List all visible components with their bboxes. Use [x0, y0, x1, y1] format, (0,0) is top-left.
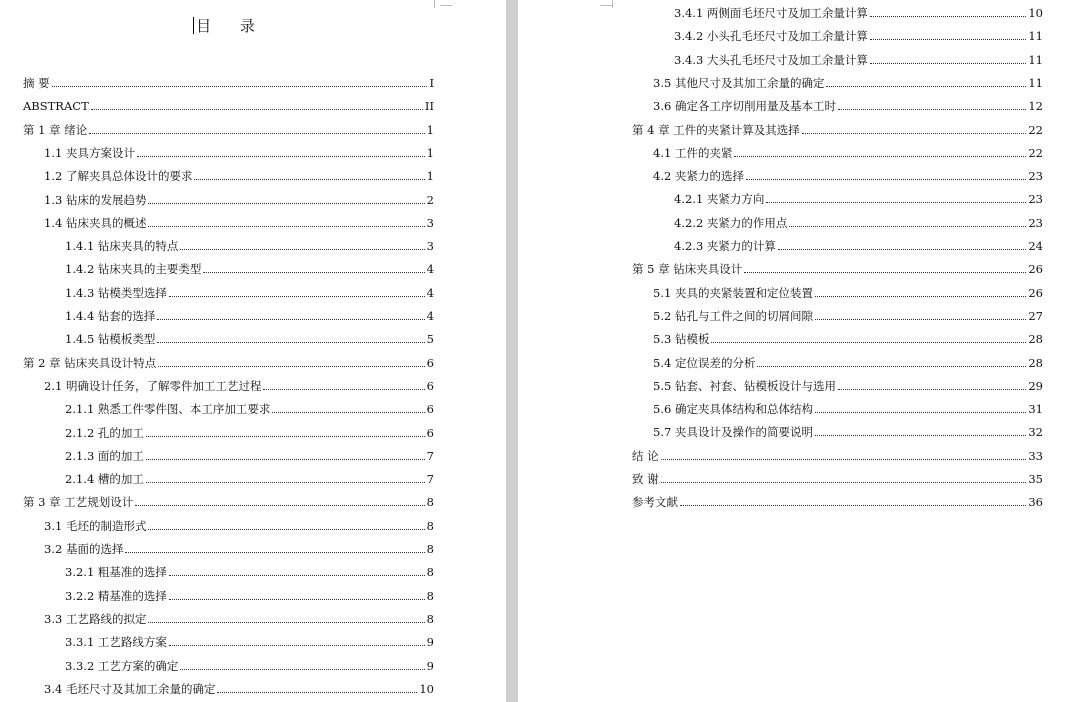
toc-dot-leader [91, 109, 423, 110]
toc-entry-label: 4.2.3 夹紧力的计算 [674, 239, 776, 253]
toc-dot-leader [169, 645, 425, 646]
toc-entry-page-number: 32 [1028, 425, 1043, 440]
toc-entry[interactable] [44, 519, 434, 533]
toc-entry-label: 3.2.2 精基准的选择 [65, 588, 167, 603]
toc-entry-label: 3.1 毛坯的制造形式 [44, 518, 147, 533]
toc-dot-leader [815, 412, 1026, 413]
toc-entry[interactable] [65, 659, 434, 673]
toc-entry-page-number: 6 [426, 425, 434, 440]
toc-dot-leader [711, 342, 1026, 343]
toc-entry-page-number: 8 [426, 542, 434, 556]
toc-entry-label: 3.4 毛坯尺寸及其加工余量的确定 [44, 681, 216, 696]
toc-entry-page-number: 3 [426, 215, 434, 230]
toc-entry-page-number: 31 [1028, 402, 1043, 417]
toc-entry[interactable] [653, 425, 1043, 439]
toc-entry-page-number: 23 [1028, 215, 1043, 230]
toc-dot-leader [125, 552, 424, 553]
toc-entry[interactable] [653, 332, 1043, 346]
toc-entry[interactable] [65, 309, 434, 323]
toc-entry-page-number: 8 [426, 611, 434, 626]
toc-entry-page-number: II [424, 99, 434, 114]
toc-entry-label: 5.4 定位误差的分析 [653, 355, 756, 370]
toc-entry-label: 第 4 章 工件的夹紧计算及其选择 [632, 122, 800, 137]
toc-entry[interactable] [23, 123, 434, 137]
toc-entry-page-number: I [429, 76, 434, 90]
toc-entry-page-number: 27 [1028, 308, 1043, 323]
toc-entry-page-number: 1 [426, 169, 434, 184]
toc-entry[interactable] [653, 379, 1043, 393]
toc-entry-page-number: 1 [426, 122, 434, 137]
toc-entry-page-number: 4 [426, 285, 434, 300]
toc-dot-leader [815, 435, 1026, 436]
toc-dot-leader [263, 389, 424, 390]
toc-entry-page-number: 23 [1028, 169, 1043, 184]
toc-entry-label: 2.1 明确设计任务，了解零件加工工艺过程 [44, 378, 262, 393]
toc-entry-label: 3.3.1 工艺路线方案 [65, 635, 167, 650]
toc-dot-leader [146, 482, 425, 483]
toc-entry-page-number: 8 [426, 565, 434, 580]
toc-entry-label: 5.7 夹具设计及操作的简要说明 [653, 425, 813, 440]
toc-entry[interactable] [65, 472, 434, 486]
toc-entry[interactable] [44, 612, 434, 626]
toc-entry-label: 5.2 钻孔与工件之间的切屑间隙 [653, 308, 813, 323]
toc-entry[interactable] [44, 682, 434, 696]
toc-entry[interactable] [44, 216, 434, 230]
toc-entry[interactable] [632, 449, 1043, 463]
toc-entry-page-number: 6 [426, 355, 434, 370]
toc-entry[interactable] [65, 589, 434, 603]
toc-entry-label: 2.1.3 面的加工 [65, 448, 144, 463]
toc-dot-leader [746, 179, 1026, 180]
toc-entry-label: 4.2.2 夹紧力的作用点 [674, 215, 788, 230]
toc-entry[interactable] [65, 239, 434, 253]
toc-entry[interactable] [23, 495, 434, 509]
toc-entry[interactable] [44, 379, 434, 393]
toc-entry-label: 1.4 钻床夹具的概述 [44, 215, 147, 230]
toc-dot-leader [148, 529, 424, 530]
toc-entry[interactable] [44, 146, 434, 160]
toc-entry[interactable] [65, 286, 434, 300]
toc-entry[interactable] [65, 332, 434, 346]
page-gutter [506, 0, 518, 702]
toc-entry[interactable] [632, 123, 1043, 137]
toc-entry[interactable] [674, 239, 1043, 253]
toc-entry[interactable] [65, 449, 434, 463]
toc-entry-page-number: 28 [1028, 355, 1043, 370]
toc-entry-label: 5.1 夹具的夹紧装置和定位装置 [653, 285, 813, 300]
toc-entry-label: 3.4.2 小头孔毛坯尺寸及加工余量计算 [674, 29, 868, 44]
toc-entry[interactable] [23, 76, 434, 90]
toc-entry-label: 3.2 基面的选择 [44, 542, 124, 556]
toc-dot-leader [135, 505, 424, 506]
page-left [0, 0, 506, 702]
toc-dot-leader [169, 599, 425, 600]
toc-entry[interactable] [653, 356, 1043, 370]
toc-entry-page-number: 6 [426, 402, 434, 417]
toc-entry-page-number: 22 [1028, 145, 1043, 160]
toc-entry[interactable] [653, 169, 1043, 183]
toc-entry-page-number: 9 [426, 658, 434, 673]
text-cursor [193, 17, 194, 34]
toc-entry-label: 3.6 确定各工序切削用量及基本工时 [653, 99, 836, 114]
toc-entry-page-number: 10 [1028, 6, 1043, 20]
toc-entry[interactable] [653, 76, 1043, 90]
toc-entry[interactable] [653, 309, 1043, 323]
toc-entry-page-number: 8 [426, 495, 434, 510]
toc-entry-page-number: 4 [426, 309, 434, 323]
toc-entry-page-number: 26 [1028, 262, 1043, 277]
toc-dot-leader [826, 86, 1026, 87]
toc-entry-label: 2.1.4 槽的加工 [65, 472, 144, 487]
toc-entry-page-number: 28 [1028, 332, 1043, 347]
toc-dot-leader [734, 156, 1026, 157]
toc-entry-label: 第 3 章 工艺规划设计 [23, 495, 134, 510]
toc-entry[interactable] [632, 472, 1043, 486]
toc-entry-label: 4.1 工件的夹紧 [653, 145, 733, 160]
toc-dot-leader [203, 272, 424, 273]
toc-entry-page-number: 10 [419, 681, 434, 696]
toc-entry-page-number: 26 [1028, 285, 1043, 300]
toc-dot-leader [169, 575, 425, 576]
toc-entry-page-number: 23 [1028, 192, 1043, 207]
toc-entry[interactable] [23, 99, 434, 113]
toc-dot-leader [680, 505, 1026, 506]
toc-entry-label: 参考文献 [632, 495, 678, 510]
toc-entry-label: 3.5 其他尺寸及其加工余量的确定 [653, 75, 825, 90]
toc-entry-label: 第 2 章 钻床夹具设计特点 [23, 355, 157, 370]
toc-entry[interactable] [674, 192, 1043, 206]
toc-entry-page-number: 5 [426, 332, 434, 347]
toc-entry[interactable] [632, 262, 1043, 276]
toc-entry[interactable] [674, 29, 1043, 43]
toc-entry[interactable] [632, 495, 1043, 509]
toc-entry-page-number: 12 [1028, 99, 1043, 114]
toc-entry-label: 2.1.2 孔的加工 [65, 425, 144, 440]
toc-entry-label: 3.4.3 大头孔毛坯尺寸及加工余量计算 [674, 52, 868, 67]
toc-dot-leader [661, 459, 1027, 460]
toc-entry-label: 2.1.1 熟悉工件零件图、本工序加工要求 [65, 402, 271, 417]
toc-dot-leader [815, 296, 1026, 297]
toc-entry-page-number: 4 [426, 262, 434, 277]
toc-entry-label: 3.2.1 粗基准的选择 [65, 565, 167, 580]
toc-dot-leader [148, 622, 424, 623]
toc-entry[interactable] [653, 146, 1043, 160]
toc-entry-page-number: 7 [426, 448, 434, 463]
page-corner-mark [600, 0, 612, 6]
toc-dot-leader [146, 459, 425, 460]
toc-entry-label: 1.4.5 钻模板类型 [65, 332, 156, 347]
toc-dot-leader [52, 86, 428, 87]
toc-dot-leader [180, 249, 424, 250]
toc-entry-page-number: 8 [426, 518, 434, 533]
toc-entry-page-number: 35 [1028, 472, 1043, 486]
toc-entry-page-number: 1 [426, 145, 434, 160]
toc-dot-leader [757, 366, 1026, 367]
toc-entry-label: 5.6 确定夹具体结构和总体结构 [653, 402, 813, 417]
toc-entry[interactable] [65, 635, 434, 649]
toc-heading: 目 录 [0, 15, 460, 36]
toc-dot-leader [148, 226, 424, 227]
toc-dot-leader [157, 342, 424, 343]
toc-entry-label: 5.5 钻套、衬套、钻模板设计与选用 [653, 378, 836, 393]
toc-entry-page-number: 29 [1028, 378, 1043, 393]
toc-dot-leader [870, 39, 1026, 40]
toc-dot-leader [194, 179, 424, 180]
toc-dot-leader [766, 202, 1026, 203]
toc-entry-label: 5.3 钻模板 [653, 332, 710, 347]
toc-entry-label: 4.2.1 夹紧力方向 [674, 192, 765, 207]
toc-entry[interactable] [653, 402, 1043, 416]
toc-entry[interactable] [653, 286, 1043, 300]
toc-dot-leader [89, 133, 424, 134]
toc-entry-page-number: 7 [426, 472, 434, 487]
toc-entry-page-number: 11 [1028, 52, 1043, 67]
toc-dot-leader [870, 63, 1026, 64]
toc-entry-page-number: 33 [1028, 448, 1043, 463]
toc-entry-label: 第 1 章 绪论 [23, 122, 88, 137]
toc-entry-label: 致 谢 [632, 472, 659, 486]
toc-entry[interactable] [653, 99, 1043, 113]
toc-dot-leader [789, 226, 1026, 227]
toc-entry[interactable] [65, 402, 434, 416]
toc-entry[interactable] [65, 262, 434, 276]
toc-dot-leader [169, 296, 425, 297]
toc-entry-label: 3.3 工艺路线的拟定 [44, 611, 147, 626]
toc-dot-leader [838, 109, 1026, 110]
toc-entry-label: 第 5 章 钻床夹具设计 [632, 262, 743, 277]
toc-entry[interactable] [44, 542, 434, 556]
page-corner-mark [612, 0, 627, 8]
toc-entry-label: 1.4.4 钻套的选择 [65, 309, 156, 323]
toc-entry-page-number: 11 [1028, 75, 1043, 90]
toc-entry-label: 1.2 了解夹具总体设计的要求 [44, 169, 193, 184]
toc-dot-leader [870, 16, 1026, 17]
toc-entry-page-number: 9 [426, 635, 434, 650]
toc-dot-leader [815, 319, 1026, 320]
toc-dot-leader [137, 156, 425, 157]
toc-dot-leader [744, 272, 1026, 273]
toc-entry-label: 摘 要 [23, 76, 50, 90]
toc-entry[interactable] [44, 169, 434, 183]
toc-entry[interactable] [65, 426, 434, 440]
toc-entry-page-number: 24 [1028, 239, 1043, 253]
toc-entry-label: 1.4.1 钻床夹具的特点 [65, 239, 179, 254]
toc-dot-leader [158, 366, 424, 367]
toc-entry-page-number: 11 [1028, 29, 1043, 44]
toc-entry-label: 3.4.1 两侧面毛坯尺寸及加工余量计算 [674, 6, 868, 20]
toc-entry[interactable] [674, 53, 1043, 67]
toc-entry-label: 1.4.2 钻床夹具的主要类型 [65, 262, 202, 277]
toc-entry-label: 1.1 夹具方案设计 [44, 145, 135, 160]
toc-entry-page-number: 8 [426, 588, 434, 603]
toc-entry-page-number: 36 [1028, 495, 1043, 510]
toc-dot-leader [778, 249, 1026, 250]
toc-entry[interactable] [674, 6, 1043, 20]
toc-dot-leader [838, 389, 1026, 390]
toc-dot-leader [802, 133, 1027, 134]
toc-entry-label: 1.3 钻床的发展趋势 [44, 192, 147, 207]
toc-entry[interactable] [23, 356, 434, 370]
toc-dot-leader [157, 319, 424, 320]
toc-entry-page-number: 6 [426, 378, 434, 393]
toc-entry[interactable] [65, 565, 434, 579]
toc-entry[interactable] [674, 216, 1043, 230]
page-right [518, 0, 1077, 702]
toc-dot-leader [272, 412, 424, 413]
page-corner-mark [440, 0, 452, 6]
toc-entry-page-number: 22 [1028, 122, 1043, 137]
toc-dot-leader [661, 482, 1027, 483]
toc-entry[interactable] [44, 193, 434, 207]
toc-entry-label: ABSTRACT [23, 99, 89, 114]
toc-dot-leader [146, 436, 425, 437]
toc-entry-label: 1.4.3 钻模类型选择 [65, 285, 167, 300]
toc-dot-leader [148, 203, 424, 204]
toc-entry-page-number: 2 [426, 192, 434, 207]
toc-entry-label: 3.3.2 工艺方案的确定 [65, 658, 179, 673]
toc-dot-leader [180, 669, 424, 670]
toc-entry-page-number: 3 [426, 239, 434, 254]
toc-entry-label: 4.2 夹紧力的选择 [653, 169, 744, 184]
toc-entry-label: 结 论 [632, 448, 659, 463]
toc-dot-leader [217, 692, 417, 693]
